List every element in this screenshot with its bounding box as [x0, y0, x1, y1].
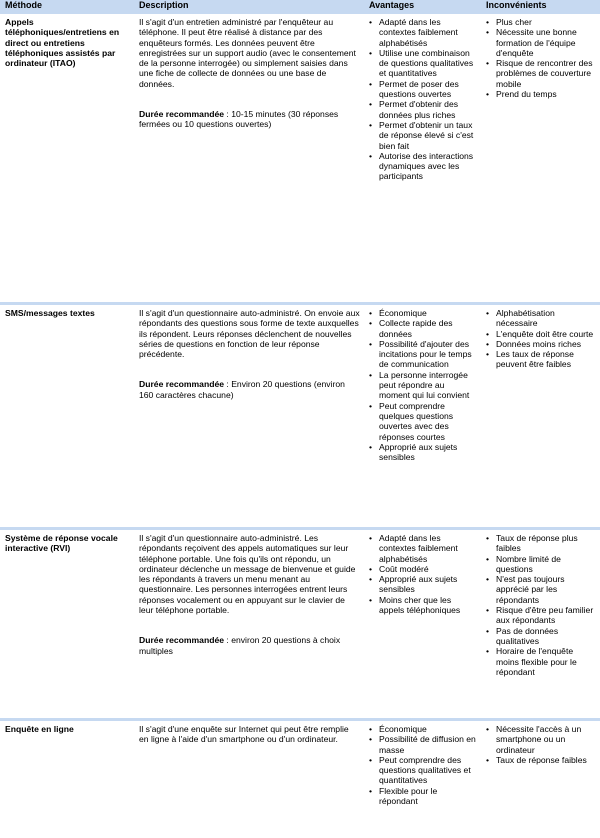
list-item: • Économique: [369, 724, 477, 734]
header-advantages: Avantages: [364, 0, 481, 14]
list-item: • Autorise des interactions dynamiques avec les participants: [369, 151, 477, 182]
list-item: • Possibilité de diffusion en masse: [369, 734, 477, 755]
list-item: • Les taux de réponse peuvent être faibles: [486, 349, 596, 370]
method-cell: Appels téléphoniques/entretiens en direct ou entretiens téléphoniques assistés par ordinateur (ITAO): [0, 14, 134, 304]
list-item: • L'enquête doit être courte: [486, 329, 596, 339]
header-disadvantages: Inconvénients: [481, 0, 600, 14]
list-item: • Adapté dans les contextes faiblement alphabétisés: [369, 533, 477, 564]
list-item: • Prend du temps: [486, 89, 596, 99]
description-text: Il s'agit d'une enquête sur Internet qui peut être remplie en ligne à l'aide d'un smartphone ou d'un ordinateur.: [139, 724, 349, 745]
advantages-list: [369, 308, 477, 462]
advantages-cell: [364, 529, 481, 720]
disadvantages-cell: [481, 14, 600, 304]
disadvantages-list: [486, 533, 596, 677]
duration-value: : environ 20 questions à choix multiples: [139, 635, 341, 656]
list-item: • Approprié aux sujets sensibles: [369, 574, 477, 595]
description-cell: [134, 529, 364, 720]
description-text: Il s'agit d'un questionnaire auto-administré. On envoie aux répondants des questions sous forme de texte auxquelles ils répondent. Leurs réponses déclenchent de nouvelles séries de questions en fonction de leur réponse précédente.: [139, 308, 360, 360]
table-row: [0, 304, 600, 529]
list-item: • Nécessite une bonne formation de l'équipe d'enquête: [486, 27, 596, 58]
list-item: • Peut comprendre des questions qualitatives et quantitatives: [369, 755, 477, 786]
list-item: • Possibilité d'ajouter des incitations pour le temps de communication: [369, 339, 477, 370]
description-text: Il s'agit d'un entretien administré par l'enquêteur au téléphone. Il peut être réalisé à distance par des enquêteurs formés. Les données peuvent être enregistrées sur un support audio (avec le consentement de la personne interrogée) ou simplement saisies dans une fiche de collecte de données ou une base de données.: [139, 17, 356, 89]
method-cell: Enquête en ligne: [5, 724, 74, 734]
description-cell: [134, 720, 364, 823]
table-row: [0, 720, 600, 823]
description-text: Il s'agit d'un questionnaire auto-administré. Les répondants reçoivent des appels automatiques sur leur téléphone portable. Une fois qu'ils ont répondu, un ordinateur déclenche un message de bienvenue et guide les répondants à travers un menu menant au questionnaire. Les personnes interrogées entrent leurs réponses vocalement ou en appuyant sur le clavier de leur téléphone portable.: [139, 533, 356, 616]
list-item: • Collecte rapide des données: [369, 318, 477, 339]
duration-value: : Environ 20 questions (environ 160 caractères chacune): [139, 379, 345, 400]
list-item: • Risque de rencontrer des problèmes de couverture mobile: [486, 58, 596, 89]
table-row: [0, 14, 600, 304]
disadvantages-list: [486, 17, 596, 99]
list-item: • Taux de réponse plus faibles: [486, 533, 596, 554]
duration-value: : 10-15 minutes (30 réponses fermées ou 10 questions ouvertes): [139, 109, 339, 130]
list-item: • Risque d'être peu familier aux répondants: [486, 605, 596, 626]
description-cell: [134, 304, 364, 529]
disadvantages-cell: [481, 720, 600, 823]
duration-label: Durée recommandée: [139, 635, 225, 646]
list-item: • Approprié aux sujets sensibles: [369, 442, 477, 463]
duration-text: [139, 635, 360, 656]
list-item: • N'est pas toujours apprécié par les répondants: [486, 574, 596, 605]
duration-label: Durée recommandée: [139, 109, 225, 120]
list-item: • La personne interrogée peut répondre au moment qui lui convient: [369, 370, 477, 401]
list-item: • Taux de réponse faibles: [486, 755, 596, 765]
advantages-cell: [364, 720, 481, 823]
duration-label: Durée recommandée: [139, 379, 225, 390]
disadvantages-list: [486, 724, 596, 765]
disadvantages-list: [486, 308, 596, 370]
method-cell: SMS/messages textes: [0, 304, 134, 529]
disadvantages-cell: [481, 304, 600, 529]
list-item: • Permet de poser des questions ouvertes: [369, 79, 477, 100]
list-item: • Utilise une combinaison de questions qualitatives et quantitatives: [369, 48, 477, 79]
duration-text: [139, 109, 360, 130]
description-cell: [134, 14, 364, 304]
list-item: • Permet d'obtenir un taux de réponse élevé si c'est bien fait: [369, 120, 477, 151]
list-item: • Coût modéré: [369, 564, 477, 574]
list-item: • Pas de données qualitatives: [486, 626, 596, 647]
list-item: • Horaire de l'enquête moins flexible pour le répondant: [486, 646, 596, 677]
duration-text: [139, 379, 360, 400]
list-item: • Économique: [369, 308, 477, 318]
advantages-cell: [364, 14, 481, 304]
header-method: Méthode: [0, 0, 134, 14]
list-item: • Alphabétisation nécessaire: [486, 308, 596, 329]
list-item: • Flexible pour le répondant: [369, 786, 477, 807]
header-description: Description: [134, 0, 364, 14]
advantages-list: [369, 533, 477, 615]
advantages-cell: [364, 304, 481, 529]
list-item: • Moins cher que les appels téléphoniques: [369, 595, 477, 616]
header-row: [0, 0, 600, 14]
disadvantages-cell: [481, 529, 600, 720]
advantages-list: [369, 17, 477, 182]
list-item: • Données moins riches: [486, 339, 596, 349]
list-item: • Peut comprendre quelques questions ouvertes avec des réponses courtes: [369, 401, 477, 442]
list-item: • Nécessite l'accès à un smartphone ou un ordinateur: [486, 724, 596, 755]
list-item: • Permet d'obtenir des données plus riches: [369, 99, 477, 120]
list-item: • Adapté dans les contextes faiblement alphabétisés: [369, 17, 477, 48]
list-item: • Plus cher: [486, 17, 596, 27]
table-row: [0, 529, 600, 720]
method-cell: Système de réponse vocale interactive (RVI): [0, 529, 134, 720]
advantages-list: [369, 724, 477, 806]
list-item: • Nombre limité de questions: [486, 554, 596, 575]
